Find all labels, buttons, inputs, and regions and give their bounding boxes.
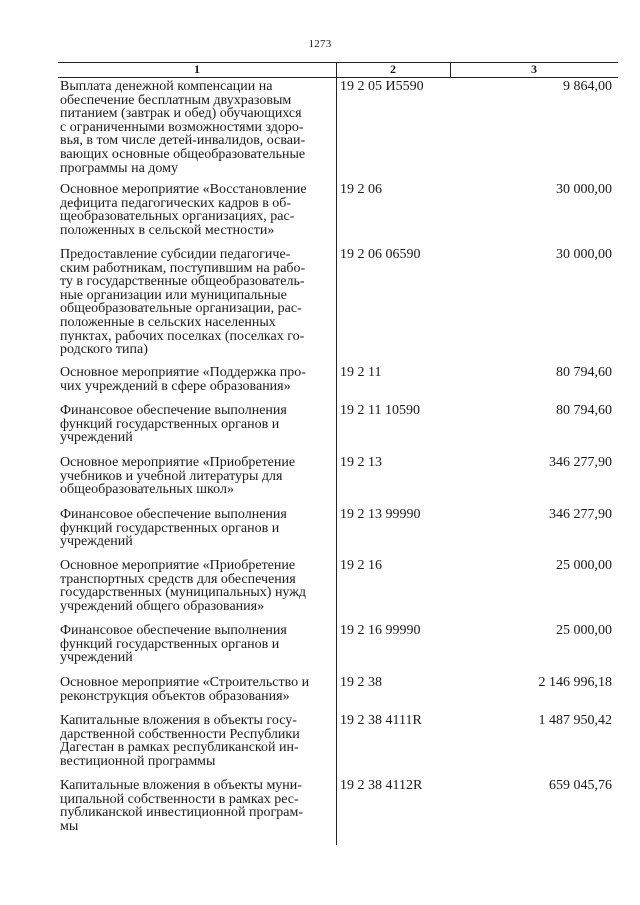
row-description: Основное мероприятие «Восстановление дефицита педагогических кадров в об- щеобразовательных организациях, рас- положенных в сельской местности»: [60, 182, 307, 238]
row-description: Выплата денежной компенсации на обеспечение бесплатным двухразовым питанием (завтрак и обед) обучающихся с ограниченными возможностями здоро- вья, в том числе детей-инвалидов, осваи- вающих основные общеобразовательные программы на дому: [60, 79, 306, 176]
row-amount: 346 277,90: [549, 455, 612, 470]
row-amount: 9 864,00: [563, 79, 612, 94]
row-amount: 80 794,60: [556, 403, 612, 418]
row-amount: 30 000,00: [556, 182, 612, 197]
row-code: 19 2 06: [340, 182, 382, 197]
page-number: 1273: [308, 38, 332, 50]
row-code: 19 2 38 4112R: [340, 778, 423, 793]
row-code: 19 2 06 06590: [340, 247, 421, 262]
row-amount: 30 000,00: [556, 247, 612, 262]
header-col-1: 1: [194, 62, 200, 76]
row-description: Основное мероприятие «Строительство и реконструкция объектов образования»: [60, 675, 310, 704]
row-description: Финансовое обеспечение выполнения функций государственных органов и учреждений: [60, 403, 287, 446]
row-description: Капитальные вложения в объекты муни- ципальной собственности в рамках рес- публиканской инвестиционной програм- мы: [60, 778, 303, 834]
row-amount: 346 277,90: [549, 507, 612, 522]
row-amount: 80 794,60: [556, 365, 612, 380]
row-code: 19 2 13 99990: [340, 507, 421, 522]
row-description: Предоставление субсидии педагогиче- ским работникам, поступившим на рабо- ту в государственные общеобразователь- ные организации или муниципальные общеобразовательные организации, рас- положенные в сельских населенных пунктах, рабочих поселках (поселках го- родского типа): [60, 247, 306, 358]
row-code: 19 2 16: [340, 558, 382, 573]
row-description: Финансовое обеспечение выполнения функций государственных органов и учреждений: [60, 507, 287, 550]
budget-table: [58, 62, 618, 78]
row-amount: 1 487 950,42: [538, 713, 612, 728]
row-code: 19 2 05 И5590: [340, 79, 424, 94]
header-col-2: 2: [390, 62, 396, 76]
row-code: 19 2 38: [340, 675, 382, 690]
column-divider-2: [450, 62, 451, 77]
header-col-3: 3: [531, 62, 537, 76]
row-code: 19 2 16 99990: [340, 623, 421, 638]
row-amount: 25 000,00: [556, 558, 612, 573]
row-description: Финансовое обеспечение выполнения функций государственных органов и учреждений: [60, 623, 287, 666]
row-description: Основное мероприятие «Приобретение учебников и учебной литературы для общеобразовательных школ»: [60, 455, 296, 498]
row-amount: 2 146 996,18: [538, 675, 612, 690]
row-amount: 25 000,00: [556, 623, 612, 638]
row-description: Основное мероприятие «Приобретение транспортных средств для обеспечения государственных (муниципальных) нужд учреждений общего образования»: [60, 558, 307, 614]
row-code: 19 2 11: [340, 365, 382, 380]
row-description: Капитальные вложения в объекты госу- дарственной собственности Республики Дагестан в рамках республиканской ин- вестиционной программы: [60, 713, 300, 769]
row-description: Основное мероприятие «Поддержка про- чих учреждений в сфере образования»: [60, 365, 306, 394]
row-amount: 659 045,76: [549, 778, 612, 793]
column-divider-1: [336, 62, 337, 845]
table-header-row: [58, 62, 618, 78]
row-code: 19 2 13: [340, 455, 382, 470]
row-code: 19 2 11 10590: [340, 403, 420, 418]
row-code: 19 2 38 4111R: [340, 713, 422, 728]
